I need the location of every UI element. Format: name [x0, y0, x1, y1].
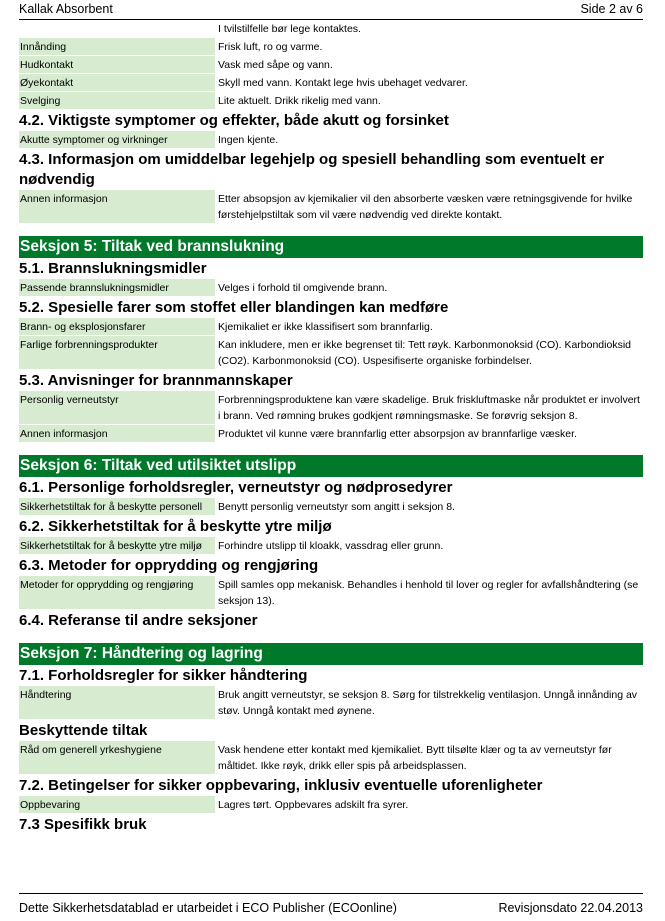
table-row [19, 425, 643, 443]
subsection-title: 6.3. Metoder for opprydding og rengjøring [19, 557, 319, 574]
table-row [19, 20, 643, 38]
table-row [19, 92, 643, 110]
row-label: Annen informasjon [19, 425, 215, 442]
section-heading: Seksjon 6: Tiltak ved utilsiktet utslipp [19, 455, 643, 477]
row-value: Spill samles opp mekanisk. Behandles i henhold til lover og regler for avfallshåndtering (se seksjon 13). [218, 579, 639, 607]
row-label: Passende brannslukningsmidler [19, 279, 215, 296]
row-label: Farlige forbrenningsprodukter [19, 336, 215, 369]
section-heading: Seksjon 5: Tiltak ved brannslukning [19, 236, 643, 258]
row-label: Akutte symptomer og virkninger [19, 131, 215, 148]
row-label [19, 20, 215, 37]
table-row [19, 336, 643, 370]
row-label: Innånding [19, 38, 215, 55]
row-value: Velges i forhold til omgivende brann. [218, 282, 388, 294]
row-value: Frisk luft, ro og varme. [218, 41, 323, 53]
page-header [19, 0, 643, 20]
subsection-title: 6.1. Personlige forholdsregler, verneutstyr og nødprosedyrer [19, 479, 453, 496]
document-body [19, 20, 643, 835]
table-row [19, 537, 643, 555]
row-label: Brann- og eksplosjonsfarer [19, 318, 215, 335]
subsection-title: 5.2. Spesielle farer som stoffet eller blandingen kan medføre [19, 299, 449, 316]
row-value: Forhindre utslipp til kloakk, vassdrag eller grunn. [218, 540, 444, 552]
row-value: Kan inkludere, men er ikke begrenset til: Tett røyk. Karbonmonoksid (CO). Karbondioksid (CO2). Karbonmonoksid (CO). Uspesifiserte organiske forbindelser. [218, 339, 631, 367]
row-label: Håndtering [19, 686, 215, 719]
product-name: Kallak Absorbent [19, 2, 113, 16]
table-row [19, 741, 643, 775]
row-label: Sikkerhetstiltak for å beskytte ytre miljø [19, 537, 215, 554]
row-label: Metoder for opprydding og rengjøring [19, 576, 215, 609]
subsection-title: 5.1. Brannslukningsmidler [19, 260, 207, 277]
row-value: Bruk angitt verneutstyr, se seksjon 8. Sørg for tilstrekkelig ventilasjon. Unngå innånding av støv. Unngå kontakt med øynene. [218, 689, 638, 717]
row-label: Råd om generell yrkeshygiene [19, 741, 215, 774]
subsection-title: 7.1. Forholdsregler for sikker håndtering [19, 667, 308, 684]
row-value: Vask hendene etter kontakt med kjemikaliet. Bytt tilsølte klær og ta av verneutstyr før måltidet. Ikke røyk, drikk eller spis på arbeidsplassen. [218, 744, 612, 772]
revision-date: Revisjonsdato 22.04.2013 [498, 901, 643, 915]
subsection-title: 4.3. Informasjon om umiddelbar legehjelp og spesiell behandling som eventuelt er nødvendig [19, 151, 605, 188]
row-label: Personlig verneutstyr [19, 391, 215, 424]
row-label: Hudkontakt [19, 56, 215, 73]
row-value: Etter absopsjon av kjemikalier vil den absorberte væsken være retningsgivende for hvilke førstehjelpstiltak som vil være nødvendig ved direkte kontakt. [218, 193, 633, 221]
page-footer [19, 893, 643, 921]
footer-publisher: Dette Sikkerhetsdatablad er utarbeidet i ECO Publisher (ECOonline) [19, 901, 397, 915]
row-label: Øyekontakt [19, 74, 215, 91]
subsection-title: 7.3 Spesifikk bruk [19, 816, 147, 833]
subsection-title: 4.2. Viktigste symptomer og effekter, både akutt og forsinket [19, 112, 449, 129]
row-value: Forbrenningsproduktene kan være skadelige. Bruk friskluftmaske når produktet er involvert i brann. Ved rømning brukes godkjent rømningsmaske. Se forøvrig seksjon 8. [218, 394, 640, 422]
subsection-title: 6.2. Sikkerhetstiltak for å beskytte ytre miljø [19, 518, 332, 535]
row-value: Kjemikaliet er ikke klassifisert som brannfarlig. [218, 321, 433, 333]
row-value: Ingen kjente. [218, 134, 279, 146]
document-page [19, 0, 643, 920]
row-value: Lagres tørt. Oppbevares adskilt fra syrer. [218, 799, 409, 811]
row-label: Annen informasjon [19, 190, 215, 223]
table-row [19, 686, 643, 720]
table-row [19, 498, 643, 516]
table-row [19, 391, 643, 425]
row-value: I tvilstilfelle bør lege kontaktes. [218, 23, 361, 35]
row-label: Svelging [19, 92, 215, 109]
subsection-title: Beskyttende tiltak [19, 722, 148, 739]
subsection-title: 7.2. Betingelser for sikker oppbevaring, inklusiv eventuelle uforenligheter [19, 777, 543, 794]
row-value: Benytt personlig verneutstyr som angitt i seksjon 8. [218, 501, 455, 513]
subsection-title: 5.3. Anvisninger for brannmannskaper [19, 372, 293, 389]
table-row [19, 190, 643, 224]
section-heading: Seksjon 7: Håndtering og lagring [19, 643, 643, 665]
table-row [19, 796, 643, 814]
row-value: Lite aktuelt. Drikk rikelig med vann. [218, 95, 381, 107]
row-label: Oppbevaring [19, 796, 215, 813]
table-row [19, 56, 643, 74]
table-row [19, 279, 643, 297]
row-value: Produktet vil kunne være brannfarlig etter absorpsjon av brannfarlige væsker. [218, 428, 577, 440]
row-label: Sikkerhetstiltak for å beskytte personell [19, 498, 215, 515]
row-value: Vask med såpe og vann. [218, 59, 333, 71]
table-row [19, 38, 643, 56]
table-row [19, 318, 643, 336]
table-row [19, 131, 643, 149]
table-row [19, 576, 643, 610]
subsection-title: 6.4. Referanse til andre seksjoner [19, 612, 258, 629]
row-value: Skyll med vann. Kontakt lege hvis ubehaget vedvarer. [218, 77, 468, 89]
page-number: Side 2 av 6 [580, 2, 643, 16]
table-row [19, 74, 643, 92]
